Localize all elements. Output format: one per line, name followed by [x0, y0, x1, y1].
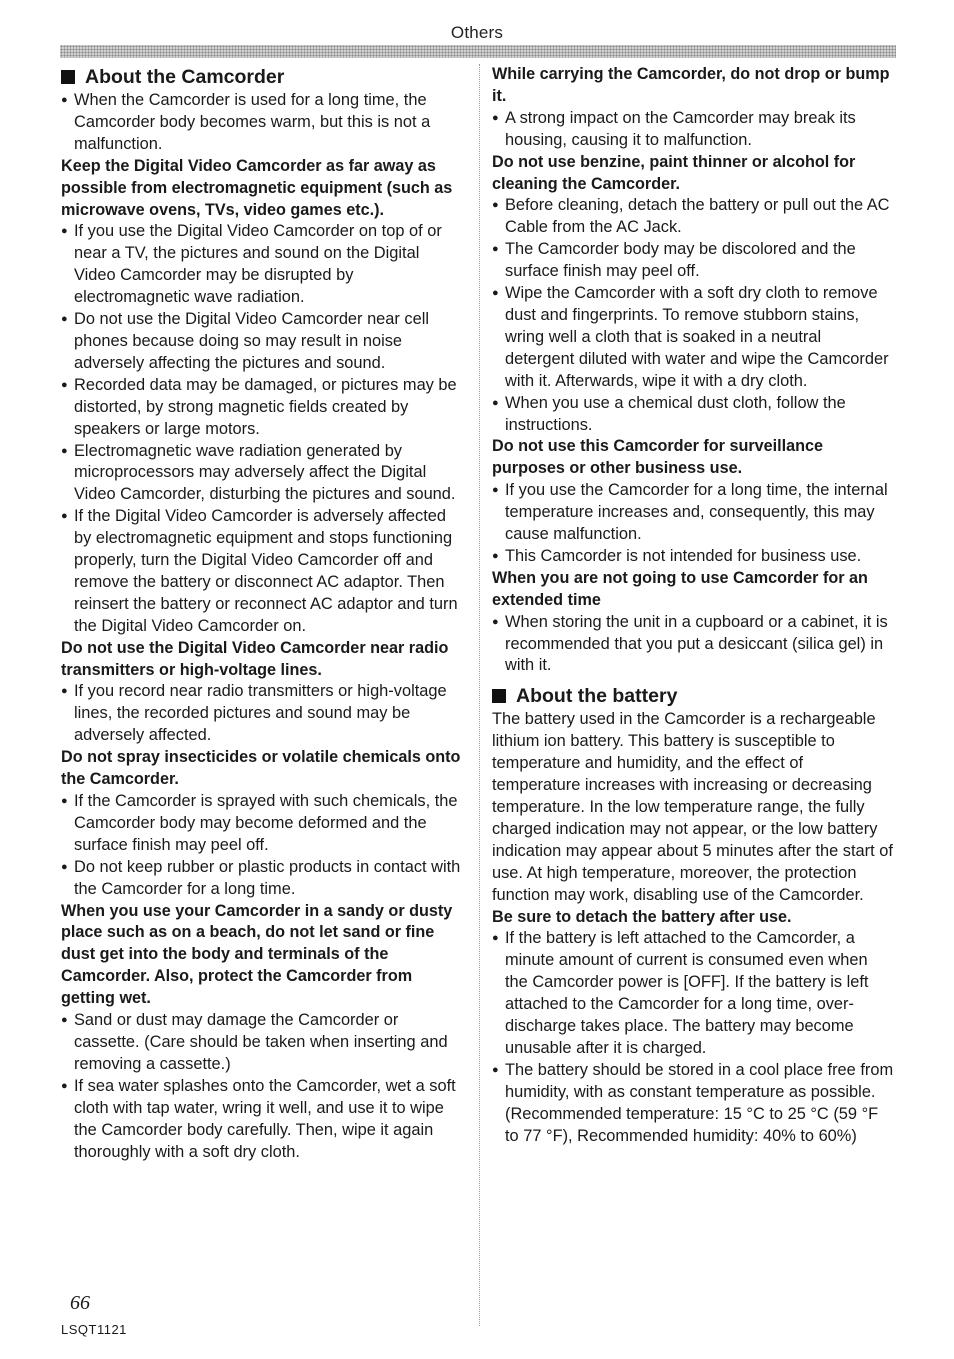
bullet-text: The battery should be stored in a cool place free from humidity, with as constant temperature as possible. (Recommended temperature: 15 °C to 25 °C (59 °F to 77 °F), Recommended humidity: 40% to 60%) — [505, 1060, 894, 1145]
bullet-item — [492, 546, 894, 568]
caution-heading: Keep the Digital Video Camcorder as far away as possible from electromagnetic equipment (such as microwave ovens, TVs, video games etc.). — [61, 156, 453, 219]
bullet-item — [492, 928, 894, 1059]
bullet-text: Do not keep rubber or plastic products in contact with the Camcorder for a long time. — [74, 857, 461, 898]
bullet-dot-icon: ● — [61, 510, 68, 523]
bullet-dot-icon: ● — [61, 1014, 68, 1027]
bullet-text: Sand or dust may damage the Camcorder or cassette. (Care should be taken when inserting and removing a cassette.) — [74, 1011, 448, 1073]
bullet-dot-icon: ● — [492, 111, 499, 124]
bullet-item — [61, 90, 465, 156]
bullet-dot-icon: ● — [61, 860, 68, 873]
page-number: 66 — [70, 1292, 90, 1314]
caution-heading: Do not spray insecticides or volatile chemicals onto the Camcorder. — [61, 748, 461, 789]
bullet-dot-icon: ● — [61, 225, 68, 238]
bullet-dot-icon: ● — [492, 1063, 499, 1076]
bullet-dot-icon: ● — [61, 1079, 68, 1092]
bullet-text: When storing the unit in a cupboard or a cabinet, it is recommended that you put a desiccant (silica gel) in with it. — [505, 612, 888, 675]
bullet-item — [61, 857, 465, 901]
bullet-text: A strong impact on the Camcorder may break its housing, causing it to malfunction. — [505, 108, 856, 149]
bullet-text: Wipe the Camcorder with a soft dry cloth to remove dust and fingerprints. To remove stubborn stains, wring well a cloth that is soaked in a neutral detergent diluted with water and wipe the Camcorder with it. Afterwards, wipe it with a dry cloth. — [505, 284, 889, 390]
bullet-dot-icon: ● — [61, 685, 68, 698]
caution-heading: When you are not going to use Camcorder for an extended time — [492, 568, 868, 609]
caution-heading: When you use your Camcorder in a sandy or dusty place such as on a beach, do not let sand or fine dust get into the body and terminals of the Camcorder. Also, protect the Camcorder from getting wet. — [61, 901, 453, 1008]
document-code: LSQT1121 — [61, 1322, 127, 1337]
caution-heading: While carrying the Camcorder, do not drop or bump it. — [492, 65, 890, 105]
caution-heading: Do not use the Digital Video Camcorder near radio transmitters or high-voltage lines. — [61, 638, 449, 679]
bullet-item — [492, 1060, 894, 1148]
section-heading — [61, 64, 465, 90]
bullet-text: The Camcorder body may be discolored and the surface finish may peel off. — [505, 240, 856, 281]
bullet-item — [61, 441, 465, 507]
bullet-text: When you use a chemical dust cloth, follow the instructions. — [505, 393, 846, 434]
bullet-item — [492, 612, 894, 678]
caution-heading: Do not use benzine, paint thinner or alcohol for cleaning the Camcorder. — [492, 152, 856, 193]
bullet-item — [492, 393, 894, 437]
bullet-item — [61, 681, 465, 747]
bullet-item — [492, 480, 894, 546]
bullet-text: If you record near radio transmitters or high-voltage lines, the recorded pictures and sound may be adversely affected. — [74, 682, 447, 745]
bullet-text: Do not use the Digital Video Camcorder near cell phones because doing so may result in noise adversely affecting the pictures and sound. — [74, 310, 430, 372]
paragraph: The battery used in the Camcorder is a rechargeable lithium ion battery. This battery is susceptible to temperature and humidity, and the effect of temperature increases with increasing or decreasing temperature. In the low temperature range, the fully charged indication may not appear, or the low battery indication may appear about 5 minutes after the start of use. At high temperature, moreover, the protection function may work, disabling use of the Camcorder. — [492, 710, 893, 904]
bullet-text: This Camcorder is not intended for business use. — [505, 546, 862, 565]
bullet-dot-icon: ● — [492, 396, 499, 409]
caution-heading: Do not use this Camcorder for surveillance purposes or other business use. — [492, 437, 824, 478]
column-divider — [479, 64, 480, 1326]
bullet-item — [61, 1076, 465, 1164]
section-heading-text: About the Camcorder — [85, 66, 285, 88]
bullet-item — [61, 309, 465, 375]
bullet-item — [492, 108, 894, 152]
bullet-text: Before cleaning, detach the battery or pull out the AC Cable from the AC Jack. — [505, 196, 890, 237]
bullet-dot-icon: ● — [492, 932, 499, 945]
bullet-dot-icon: ● — [61, 94, 68, 106]
bullet-dot-icon: ● — [61, 795, 68, 807]
right-column — [492, 64, 894, 1148]
bullet-text: If the battery is left attached to the Camcorder, a minute amount of current is consumed even when the Camcorder power is [OFF]. If the battery is left attached to the Camcorder for a long time, over-discharge takes place. The battery may become unusable after it is charged. — [505, 929, 869, 1057]
bullet-dot-icon: ● — [61, 378, 68, 391]
bullet-text: If the Digital Video Camcorder is adversely affected by electromagnetic equipment and stops functioning properly, turn the Digital Video Camcorder off and remove the battery or disconnect AC adaptor. Then reinsert the battery or reconnect AC adaptor and turn the Digital Video Camcorder on. — [74, 507, 458, 635]
section-heading — [492, 683, 894, 709]
bullet-dot-icon: ● — [492, 484, 499, 497]
bullet-text: Recorded data may be damaged, or pictures may be distorted, by strong magnetic fields created by speakers or large motors. — [74, 375, 457, 438]
black-square-icon — [492, 689, 506, 703]
page-section-title: Others — [450, 23, 504, 42]
bullet-dot-icon: ● — [492, 243, 499, 256]
bullet-text: If sea water splashes onto the Camcorder, wet a soft cloth with tap water, wring it well, and use it to wipe the Camcorder body carefully. Then, wipe it again thoroughly with a soft dry cloth. — [74, 1076, 456, 1161]
black-square-icon — [61, 70, 75, 84]
bullet-dot-icon: ● — [492, 287, 499, 300]
bullet-item — [492, 283, 894, 393]
bullet-item — [492, 195, 894, 239]
bullet-dot-icon: ● — [492, 615, 499, 628]
bullet-item — [61, 791, 465, 857]
bullet-item — [61, 1010, 465, 1076]
bullet-item — [61, 506, 465, 637]
caution-heading: Be sure to detach the battery after use. — [492, 907, 792, 926]
left-column — [61, 64, 465, 1163]
bullet-text: Electromagnetic wave radiation generated by microprocessors may adversely affect the Digital Video Camcorder, disturbing the pictures and sound. — [74, 441, 456, 504]
bullet-text: If you use the Digital Video Camcorder on top of or near a TV, the pictures and sound on the Digital Video Camcorder may be disrupted by electromagnetic wave radiation. — [74, 222, 442, 307]
header-pattern-band — [60, 45, 896, 58]
bullet-item — [492, 239, 894, 283]
section-heading-text: About the battery — [516, 685, 678, 708]
bullet-dot-icon: ● — [492, 199, 499, 212]
bullet-text: If the Camcorder is sprayed with such chemicals, the Camcorder body may become deformed and the surface finish may peel off. — [74, 792, 458, 854]
bullet-dot-icon: ● — [61, 444, 68, 457]
bullet-item — [61, 375, 465, 441]
bullet-item — [61, 221, 465, 309]
bullet-text: When the Camcorder is used for a long time, the Camcorder body becomes warm, but this is not a malfunction. — [74, 91, 431, 153]
bullet-dot-icon: ● — [492, 549, 499, 562]
bullet-text: If you use the Camcorder for a long time, the internal temperature increases and, consequently, this may cause malfunction. — [505, 481, 888, 544]
bullet-dot-icon: ● — [61, 313, 68, 326]
